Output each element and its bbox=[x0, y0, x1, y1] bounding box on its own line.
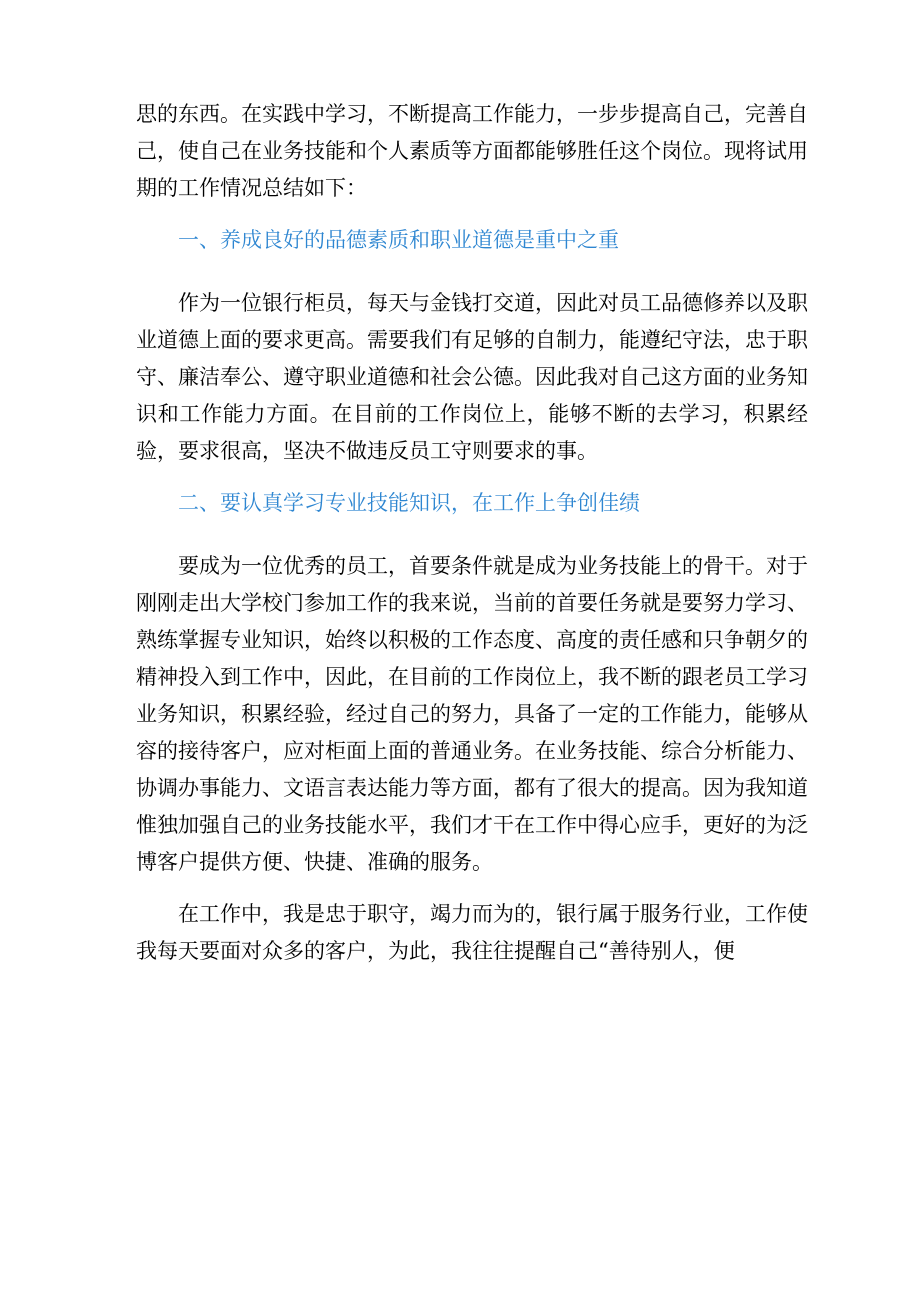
spacer bbox=[136, 207, 808, 222]
paragraph-intro: 思的东西。在实践中学习，不断提高工作能力，一步步提高自己，完善自己，使自己在业务技能和个人素质等方面都能够胜任这个岗位。现将试用期的工作情况总结如下： bbox=[136, 102, 808, 200]
spacer bbox=[136, 259, 808, 285]
paragraph-skills: 要成为一位优秀的员工，首要条件就是成为业务技能上的骨干。对于刚刚走出大学校门参加工作的我来说，当前的首要任务就是要努力学习、熟练掌握专业知识，始终以积极的工作态度、高度的责任感和只争朝夕的精神投入到工作中，因此，在目前的工作岗位上，我不断的跟老员工学习业务知识，积累经验，经过自己的努力，具备了一定的工作能力，能够从容的接待客户，应对柜面上面的普通业务。在业务技能、综合分析能力、协调办事能力、文语言表达能力等方面，都有了很大的提高。因为我知道惟独加强自己的业务技能水平，我们才干在工作中得心应手，更好的为泛博客户提供方便、快捷、准确的服务。 bbox=[136, 554, 808, 874]
paragraph-ethics: 作为一位银行柜员，每天与金钱打交道，因此对员工品德修养以及职业道德上面的要求更高。需要我们有足够的自制力，能遵纪守法，忠于职守、廉洁奉公、遵守职业道德和社会公德。因此我对自己这方面的业务知识和工作能力方面。在目前的工作岗位上，能够不断的去学习，积累经验，要求很高，坚决不做违反员工守则要求的事。 bbox=[136, 291, 808, 463]
spacer bbox=[136, 470, 808, 485]
spacer bbox=[136, 522, 808, 548]
spacer bbox=[136, 881, 808, 896]
section-heading-2: 二、要认真学习专业技能知识，在工作上争创佳绩 bbox=[178, 491, 640, 515]
section-heading-1: 一、养成良好的品德素质和职业道德是重中之重 bbox=[178, 228, 619, 252]
paragraph-service: 在工作中，我是忠于职守，竭力而为的，银行属于服务行业，工作使我每天要面对众多的客户，为此，我往往提醒自己“善待别人，便 bbox=[136, 902, 808, 963]
